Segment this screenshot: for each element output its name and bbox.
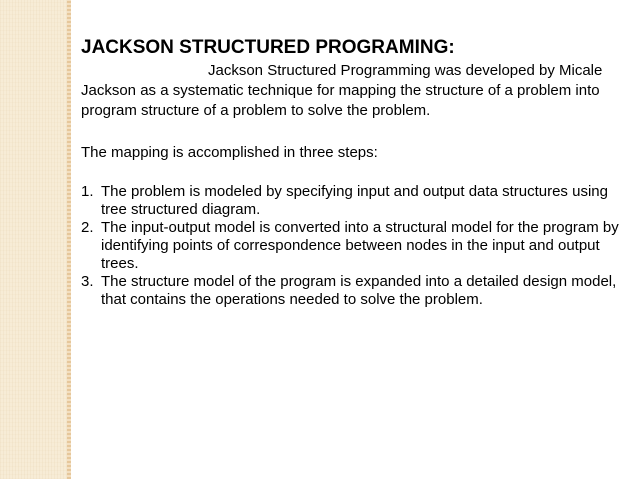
step-item-2 [81, 219, 621, 273]
decorative-side-band [0, 0, 67, 479]
step-text: The problem is modeled by specifying input and output data structures using tree structured diagram. [101, 183, 608, 218]
steps-list [81, 183, 621, 309]
step-number: 2. [81, 219, 94, 236]
step-number: 3. [81, 273, 94, 290]
step-number: 1. [81, 183, 94, 200]
decorative-band-edge [67, 0, 71, 479]
step-text: The structure model of the program is expanded into a detailed design model, that contains the operations needed to solve the problem. [101, 273, 617, 308]
step-text: The input-output model is converted into a structural model for the program by identifying points of correspondence between nodes in the input and output trees. [101, 219, 619, 272]
step-item-3 [81, 273, 621, 309]
slide-content [81, 36, 621, 309]
mapping-paragraph: The mapping is accomplished in three steps: [81, 144, 378, 161]
slide-title: JACKSON STRUCTURED PROGRAMING: [81, 37, 455, 58]
step-item-1 [81, 183, 621, 219]
intro-paragraph: Jackson Structured Programming was developed by Micale Jackson as a systematic technique for mapping the structure of a problem into program structure of a problem to solve the problem. [81, 62, 603, 119]
